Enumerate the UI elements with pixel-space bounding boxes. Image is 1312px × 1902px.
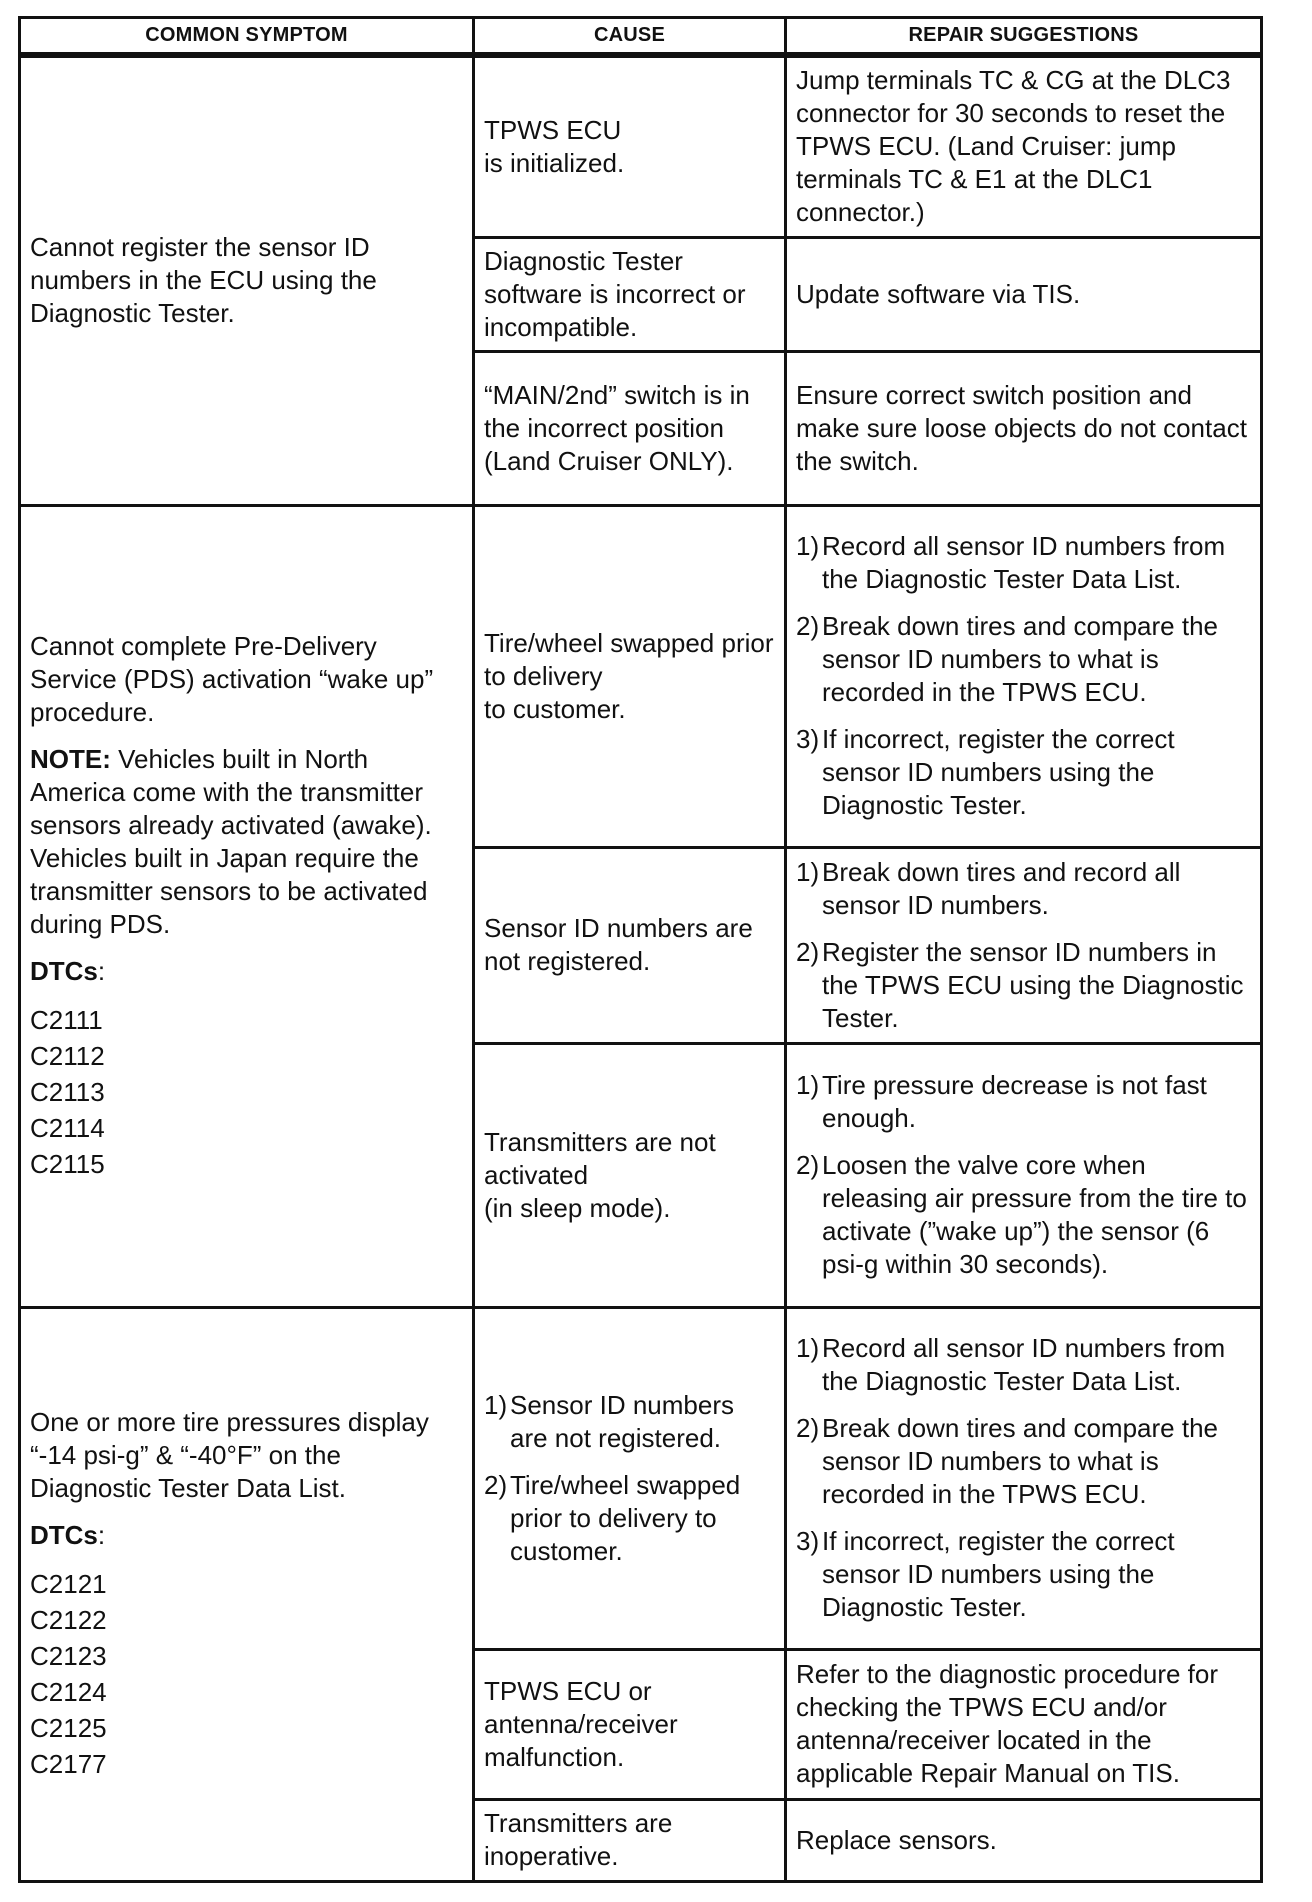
step-number: 1)	[796, 1070, 820, 1100]
step-text: Loosen the valve core when releasing air pressure from the tire to activate (”wake up”) the sensor (6 psi-g within 30 seconds).	[822, 1150, 1247, 1279]
step-number: 1)	[796, 856, 820, 887]
dtc-code: C2177	[30, 1749, 107, 1779]
note-paragraph	[30, 743, 463, 941]
note-label: NOTE:	[30, 744, 111, 774]
repair-steps	[796, 856, 1251, 1035]
dtc-code: C2121	[30, 1569, 107, 1599]
dtc-code: C2114	[30, 1113, 105, 1143]
header-row	[20, 18, 1262, 56]
list-item	[796, 723, 1251, 822]
repair-cell	[786, 351, 1262, 505]
repair-cell	[786, 1307, 1262, 1649]
repair-cell	[786, 55, 1262, 237]
symptom-text: Cannot complete Pre-Delivery Service (PDS) activation “wake up” procedure.	[30, 631, 434, 727]
repair-cell	[786, 1649, 1262, 1799]
list-item	[796, 1069, 1251, 1135]
tpws-troubleshooting-table	[18, 16, 1263, 1883]
dtc-code: C2112	[30, 1041, 105, 1071]
step-text: Break down tires and compare the sensor ID numbers to what is recorded in the TPWS ECU.	[822, 1413, 1218, 1509]
step-text: Break down tires and record all sensor ID numbers.	[822, 856, 1181, 920]
cause-cell	[474, 55, 786, 237]
cause-cell	[474, 505, 786, 847]
dtc-code: C2113	[30, 1077, 105, 1107]
list-item	[796, 856, 1251, 922]
step-text: If incorrect, register the correct sensor ID numbers using the Diagnostic Tester.	[822, 724, 1175, 820]
cause-text: Transmitters are not activated (in sleep mode).	[484, 1126, 716, 1223]
dtc-label: DTCs	[30, 956, 98, 986]
list-item	[796, 1525, 1251, 1624]
step-number: 2)	[484, 1469, 508, 1500]
dtc-heading	[30, 955, 463, 988]
dtc-code: C2125	[30, 1713, 107, 1743]
step-number: 3)	[796, 724, 820, 754]
symptom-cell	[20, 1307, 474, 1881]
step-number: 1)	[484, 1389, 508, 1420]
table-row	[20, 55, 1262, 237]
symptom-cell	[20, 505, 474, 1307]
dtc-code: C2124	[30, 1677, 107, 1707]
step-number: 3)	[796, 1526, 820, 1556]
cause-cell	[474, 847, 786, 1043]
step-text: Record all sensor ID numbers from the Diagnostic Tester Data List.	[822, 531, 1226, 594]
list-item	[796, 936, 1251, 1035]
header-cause: CAUSE	[474, 18, 786, 56]
step-number: 2)	[796, 936, 820, 967]
repair-cell	[786, 1799, 1262, 1881]
repair-text: Jump terminals TC & CG at the DLC3 connector for 30 seconds to reset the TPWS ECU. (Land Cruiser: jump terminals TC & E1 at the DLC1 connector.)	[796, 65, 1231, 228]
table-row	[20, 1307, 1262, 1649]
cause-text: TPWS ECU is initialized.	[484, 114, 625, 178]
dtc-colon: :	[97, 1520, 106, 1550]
repair-cell	[786, 1043, 1262, 1307]
note-text: Vehicles built in North America come with the transmitter sensors already activated (awake). Vehicles built in Japan require the transmitter sensors to be activated during PDS.	[30, 744, 432, 939]
dtc-code: C2115	[30, 1149, 105, 1179]
list-item	[796, 1149, 1251, 1281]
dtc-code: C2123	[30, 1641, 107, 1671]
step-text: Record all sensor ID numbers from the Diagnostic Tester Data List.	[822, 1333, 1226, 1396]
step-number: 1)	[796, 531, 820, 561]
dtc-heading	[30, 1519, 463, 1552]
dtc-colon: :	[97, 956, 106, 986]
cause-text: Sensor ID numbers are not registered.	[484, 913, 753, 976]
cause-text: TPWS ECU or antenna/receiver malfunction.	[484, 1675, 678, 1772]
step-number: 2)	[796, 611, 820, 641]
cause-cell	[474, 237, 786, 351]
step-number: 2)	[796, 1150, 820, 1180]
cause-text: Tire/wheel swapped prior to delivery to customer.	[484, 627, 774, 724]
dtc-list	[30, 1566, 463, 1782]
symptom-text: One or more tire pressures display “-14 psi-g” & “-40°F” on the Diagnostic Tester Data List.	[30, 1407, 429, 1503]
cause-cell	[474, 1649, 786, 1799]
dtc-code: C2111	[30, 1005, 103, 1035]
cause-text: Transmitters are inoperative.	[484, 1808, 673, 1871]
repair-text: Update software via TIS.	[796, 278, 1081, 309]
dtc-code: C2122	[30, 1605, 107, 1635]
list-item	[796, 1412, 1251, 1511]
repair-cell	[786, 237, 1262, 351]
step-text: Break down tires and compare the sensor ID numbers to what is recorded in the TPWS ECU.	[822, 611, 1218, 707]
step-number: 1)	[796, 1333, 820, 1363]
repair-steps	[796, 1332, 1251, 1624]
repair-text: Ensure correct switch position and make sure loose objects do not contact the switch.	[796, 379, 1247, 476]
repair-steps	[796, 1069, 1251, 1281]
list-item	[484, 1469, 775, 1568]
list-item	[796, 1332, 1251, 1398]
cause-steps	[484, 1389, 775, 1568]
step-text: Register the sensor ID numbers in the TPWS ECU using the Diagnostic Tester.	[822, 936, 1244, 1033]
dtc-list	[30, 1002, 463, 1182]
cause-text: “MAIN/2nd” switch is in the incorrect position (Land Cruiser ONLY).	[484, 379, 750, 476]
repair-text: Replace sensors.	[796, 1824, 997, 1855]
repair-steps	[796, 530, 1251, 822]
list-item	[484, 1389, 775, 1455]
cause-cell	[474, 351, 786, 505]
list-item	[796, 530, 1251, 596]
header-common-symptom: COMMON SYMPTOM	[20, 18, 474, 56]
cause-cell	[474, 1307, 786, 1649]
cause-text: Diagnostic Tester software is incorrect or incompatible.	[484, 245, 746, 342]
step-text: If incorrect, register the correct sensor ID numbers using the Diagnostic Tester.	[822, 1526, 1175, 1622]
repair-text: Refer to the diagnostic procedure for checking the TPWS ECU and/or antenna/receiver located in the applicable Repair Manual on TIS.	[796, 1659, 1219, 1788]
table-row	[20, 505, 1262, 847]
repair-cell	[786, 505, 1262, 847]
cause-cell	[474, 1043, 786, 1307]
header-repair-suggestions: REPAIR SUGGESTIONS	[786, 18, 1262, 56]
step-text: Sensor ID numbers are not registered.	[510, 1389, 734, 1453]
repair-cell	[786, 847, 1262, 1043]
dtc-label: DTCs	[30, 1520, 98, 1550]
symptom-cell	[20, 55, 474, 505]
step-text: Tire/wheel swapped prior to delivery to customer.	[510, 1469, 741, 1566]
step-text: Tire pressure decrease is not fast enough.	[822, 1070, 1207, 1133]
list-item	[796, 610, 1251, 709]
step-number: 2)	[796, 1413, 820, 1443]
cause-cell	[474, 1799, 786, 1881]
symptom-text: Cannot register the sensor ID numbers in the ECU using the Diagnostic Tester.	[30, 232, 377, 329]
